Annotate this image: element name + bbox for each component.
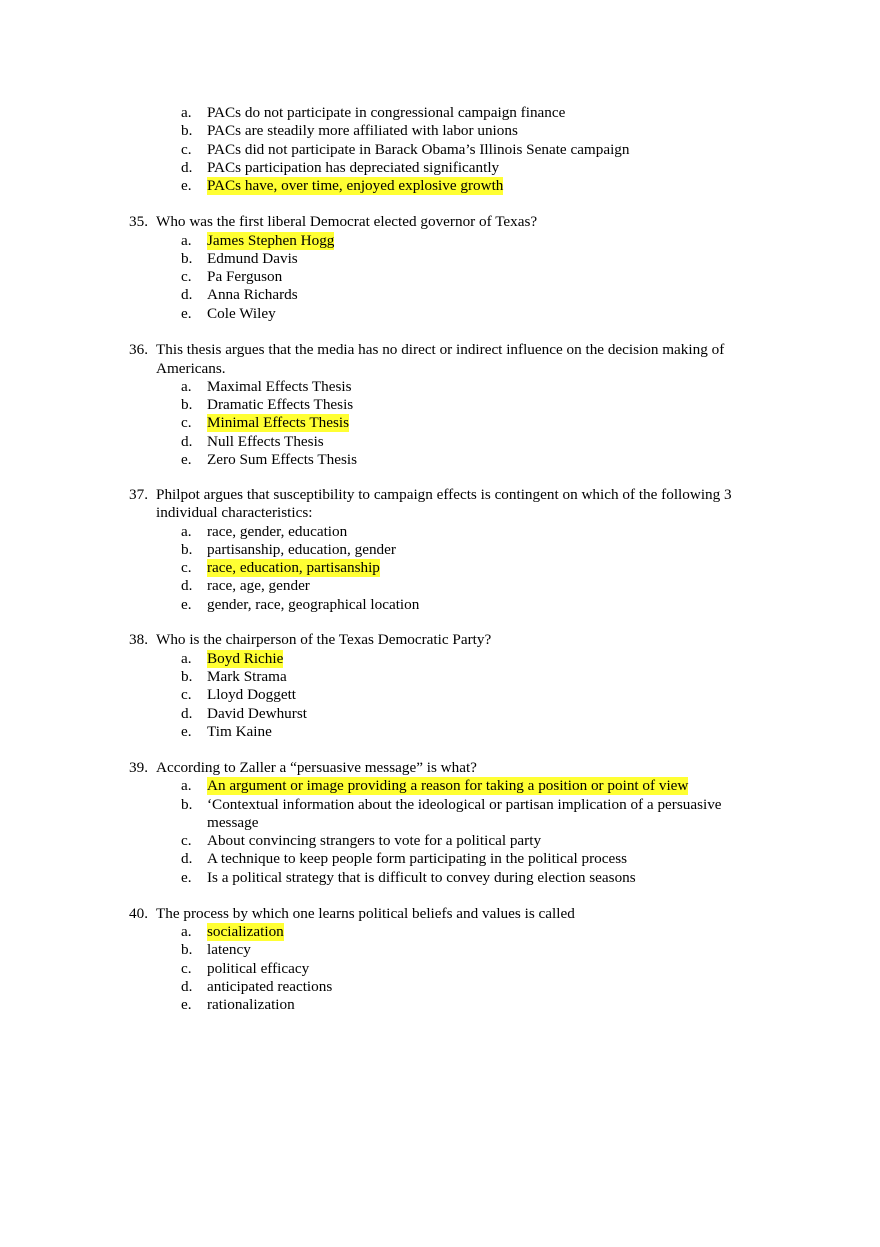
highlighted-answer: race, education, partisanship	[207, 559, 380, 576]
highlighted-answer: Minimal Effects Thesis	[207, 414, 350, 431]
highlighted-answer: An argument or image providing a reason for taking a position or point of view	[207, 777, 689, 794]
document-page: a. PACs do not participate in congressional campaign finance b. PACs are steadily more affiliated with labor unions c. PACs did not participate in Barack Obama’s Illinois Senate campaign d. PACs participation has depreciated significantly e. PACs have, over time, enjoyed explosive growth 35. Who was the first liberal Democrat elected governor of Texas? a. James Stephen Hogg b. Edmund Davis c. Pa Ferguson d. Anna Richards e. Cole Wiley 36. This thesis argues that the media has no direct or indirect influence on the decision making of Americans. a. Maximal Effects Thesis b. Dramatic Effects Thesis c. Minimal Effects Thesis d. Null Effects Thesis e. Zero Sum Effects Thesis 37. Philpot argues that susceptibility to campaign effects is contingent on which of the following 3 individual characteristics: a. race, gender, education b. partisanship, education, gender c. race, education, partisanship d. race, age, gender e. gender, race, geographical location 38. Who is the chairperson of the Texas Democratic Party? a. Boyd Richie b. Mark Strama c. Lloyd Doggett d. David Dewhurst e. Tim Kaine 39. According to Zaller a “persuasive message” is what? a. An argument or image providing a reason for taking a position or point of view b. ‘Contextual information about the ideological or partisan implication of a persuasive message c. About convincing strangers to vote for a political party d. A technique to keep people form participating in the political process e. Is a political strategy that is difficult to convey during election seasons 40. The process by which one learns political beliefs and values is called a. socialization b. latency c. political efficacy d. anticipated reactions e. rationalization	[129, 104, 732, 1013]
highlighted-answer: Boyd Richie	[207, 650, 284, 667]
highlighted-answer: socialization	[207, 923, 284, 940]
highlighted-answer: PACs have, over time, enjoyed explosive growth	[207, 177, 504, 194]
highlighted-answer: James Stephen Hogg	[207, 232, 335, 249]
